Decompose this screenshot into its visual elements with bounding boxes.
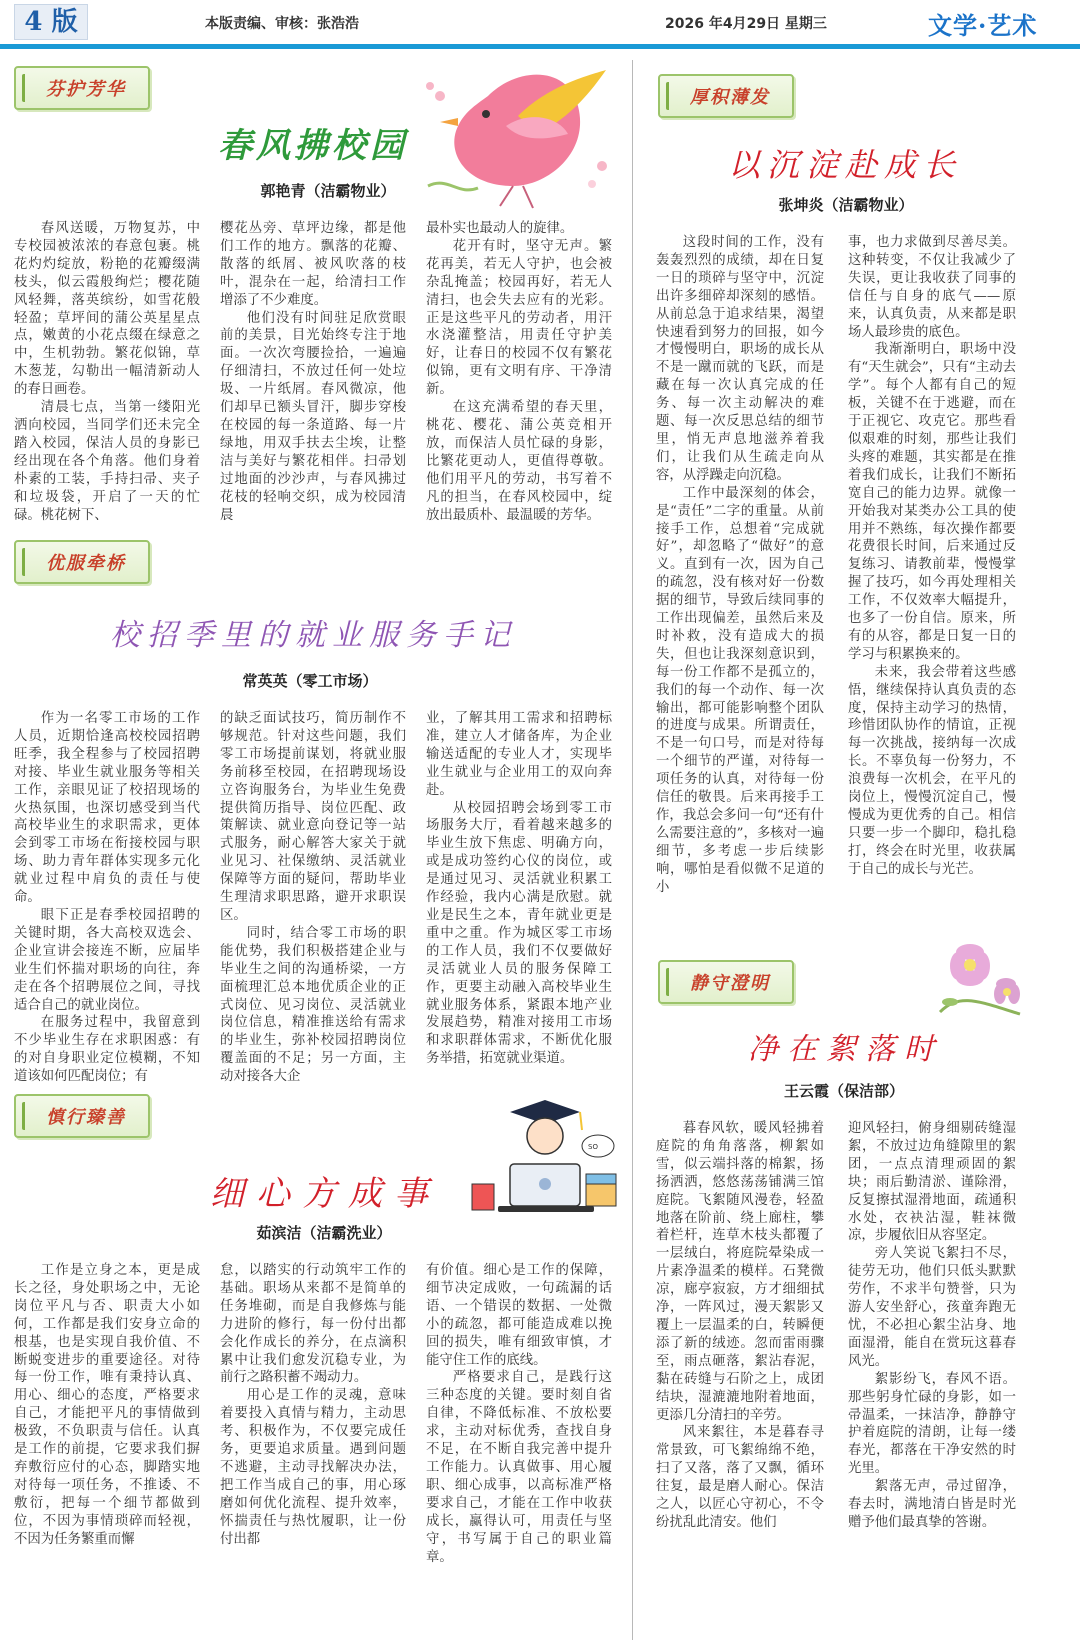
paragraph: 未来，我会带着这些感悟，继续保持认真负责的态度，保持主动学习的热情，珍惜团队协作的情谊，正视每一次挑战，接纳每一次成长。不辜负每一份努力，不浪费每一次机会，在平凡的岗位上，慢慢沉淀自己，慢慢成为更优秀的自己。相信只要一步一个脚印，稳扎稳打，终会在时光里，收获属于自己的成长与光芒。 bbox=[848, 664, 1016, 877]
article-author: 王云霞（保洁部） bbox=[783, 1082, 904, 1100]
paragraph: 有价值。细心是工作的保障，细节决定成败，一句疏漏的话语、一个错误的数据、一处微小的疏忽，都可能造成难以挽回的损失，唯有细致审慎，才能守住工作的底线。 bbox=[426, 1263, 612, 1368]
paragraph: 事，也力求做到尽善尽美。这种转变，不仅让我减少了失误，更让我收获了同事的信任与自身的底气——原来，认真负责，从来都是职场人最珍贵的底色。 bbox=[848, 235, 1016, 340]
paragraph: 严格要求自己，是践行这三种态度的关键。要时刻自省自律，不降低标准、不放松要求，主动对标优秀，查找自身不足，在不断自我完善中提升工作能力。认真做事、用心履职、细心成事，以高标准严格要求自己，才能在工作中收获成长，赢得认可，用责任与坚守，书写属于自己的职业篇章。 bbox=[426, 1370, 612, 1565]
paragraph: 暮春风软，暖风轻拂着庭院的角角落落，柳絮如雪，似云端抖落的棉絮，扬扬洒洒，悠悠荡荡铺满三馆庭院。飞絮随风漫卷，轻盈地落在阶前、绕上廊柱，攀着栏杆，连草木枝头都覆了一层绒白，将庭院晕染成一片素净温柔的模样。石凳微凉，廊亭寂寂，方才细细拭净，一阵风过，漫天絮影又覆上一层温柔的白，转瞬便添了新的绒迹。忽而雷雨骤至，雨点砸落，絮沾春泥，黏在砖缝与石阶之上，成团结块，湿漉漉地附着地面，更添几分清扫的辛劳。 bbox=[656, 1121, 824, 1423]
article-column bbox=[14, 710, 200, 1085]
article-column bbox=[220, 710, 406, 1085]
paragraph: 最朴实也最动人的旋律。 bbox=[426, 221, 574, 236]
tag-banner bbox=[14, 1094, 150, 1138]
flower-illustration-icon bbox=[920, 922, 1030, 1022]
paragraph: 他们没有时间驻足欣赏眼前的美景，目光始终专注于地面。一次次弯腰捡拾，一遍遍仔细清扫，不放过任何一处垃圾、一片纸屑。春风微凉，他们却早已额头冒汗，脚步穿梭在校园的每一条道路、每一片绿地，用双手扶去尘埃，让整洁与美好与繁花相伴。扫帚划过地面的沙沙声，与春风拂过花枝的轻响交织，成为校园清晨 bbox=[220, 310, 406, 523]
paragraph: 清晨七点，当第一缕阳光洒向校园，当同学们还未完全踏入校园，保洁人员的身影已经出现在各个角落。他们身着朴素的工装，手持扫帚、夹子和垃圾袋，开启了一天的忙碌。桃花树下、 bbox=[14, 400, 200, 523]
article-column bbox=[220, 220, 406, 523]
tag-banner bbox=[658, 960, 794, 1004]
tag-label: 厚积薄发 bbox=[690, 87, 770, 108]
svg-text:SO: SO bbox=[588, 1143, 598, 1151]
tag-banner bbox=[14, 540, 150, 584]
article-author: 郭艳青（洁霸物业） bbox=[260, 182, 396, 200]
page-header bbox=[0, 0, 1080, 50]
article-column bbox=[14, 220, 200, 523]
section-title: 文学·艺术 bbox=[928, 11, 1038, 40]
tag-label: 芬护芳华 bbox=[46, 79, 126, 100]
tag-label: 优服牵桥 bbox=[46, 553, 126, 574]
article-column bbox=[14, 1262, 200, 1644]
paragraph: 作为一名零工市场的工作人员，近期恰逢高校校园招聘旺季，我全程参与了校园招聘对接、毕业生就业服务等相关工作，亲眼见证了校招现场的火热氛围，也深切感受到当代高校毕业生的求职需求，更体会到零工市场在衔接校园与职场、助力青年群体实现多元化就业过程中肩负的责任与使命。 bbox=[14, 711, 200, 906]
paragraph: 工作中最深刻的体会，是“责任”二字的重量。从前接手工作，总想着“完成就好”，却忽略了“做好”的意义。直到有一次，因为自己的疏忽，没有核对好一份数据的细节，导致后续同事的工作出现偏差，虽然后来及时补救，没有造成大的损失，但也让我深刻意识到，每一份工作都不是孤立的，我们的每一个动作、每一次输出，都可能影响整个团队的进度与成果。所谓责任，不是一句口号，而是对待每一个细节的严谨，对待每一项任务的认真，对待每一份信任的敬畏。后来再接手工作，我总会多问一句“还有什么需要注意的”，多核对一遍细节，多考虑一步后续影响，哪怕是看似微不足道的小 bbox=[656, 485, 824, 895]
paragraph: 怠，以踏实的行动筑牢工作的基础。职场从来都不是简单的任务堆砌，而是自我修炼与能力进阶的修行，每一份付出都会化作成长的养分，在点滴积累中让我们愈发沉稳专业，为前行之路积蓄不竭动力。 bbox=[220, 1263, 406, 1386]
paragraph: 絮落无声，帚过留净，春去时，满地清白皆是时光赠予他们最真挚的答谢。 bbox=[848, 1479, 1016, 1530]
article-column bbox=[426, 1262, 612, 1644]
article-column bbox=[848, 234, 1016, 918]
paragraph: 樱花丛旁、草坪边缘，都是他们工作的地方。飘落的花瓣、散落的纸屑、被风吹落的枝叶，混杂在一起，给清扫工作增添了不少难度。 bbox=[220, 221, 406, 308]
paragraph: 花开有时，坚守无声。繁花再美，若无人守护，也会被杂乱掩盖；校园再好，若无人清扫，也会失去应有的光彩。正是这些平凡的劳动者，用汗水浇灌整洁，用责任守护美好，让春日的校园不仅有繁花似锦，更有文明有序、干净清新。 bbox=[426, 238, 612, 398]
paragraph: 业，了解其用工需求和招聘标准，建立人才储备库，为企业输送适配的专业人才，实现毕业生就业与企业用工的双向奔赴。 bbox=[426, 711, 612, 798]
article-column bbox=[656, 1120, 824, 1644]
article-title: 细心方成事 bbox=[210, 1174, 440, 1214]
paragraph: 的缺乏面试技巧，简历制作不够规范。针对这些问题，我们零工市场提前谋划，将就业服务前移至校园，在招聘现场设立咨询服务台，为毕业生免费提供简历指导、岗位匹配、政策解读、就业意向登记等一站式服务，耐心解答大家关于就业见习、社保缴纳、灵活就业保障等方面的疑问，帮助毕业生理清求职思路，避开求职误区。 bbox=[220, 711, 406, 923]
tag-banner bbox=[658, 74, 794, 118]
student-laptop-illustration-icon bbox=[470, 1094, 620, 1214]
editor-credit: 本版责编、审核：张浩浩 bbox=[205, 16, 359, 32]
paragraph: 从校园招聘会场到零工市场服务大厅，看着越来越多的毕业生放下焦虑、明确方向，或是成功签约心仪的岗位，或是通过见习、灵活就业积累工作经验，我内心满是欣慰。就业是民生之本，青年就业更是重中之重。作为城区零工市场的工作人员，我们不仅要做好灵活就业人员的服务保障工作，更要主动融入高校毕业生就业服务体系，紧跟本地产业发展趋势，精准对接用工市场和求职群体需求，不断优化服务举措，拓宽就业渠道。 bbox=[426, 800, 612, 1067]
edition-number: 4 版 bbox=[14, 4, 88, 40]
article-column bbox=[656, 234, 824, 918]
paragraph: 工作是立身之本，更是成长之径，身处职场之中，无论岗位平凡与否、职责大小如何，工作都是我们安身立命的根基，也是实现自我价值、不断蜕变进步的重要途径。对待每一份工作，唯有秉持认真、用心、细心的态度，严格要求自己，才能把平凡的事情做到极致，不负职责与信任。认真是工作的前提，它要求我们摒弃敷衍应付的心态，脚踏实地对待每一项任务，不推诿、不敷衍，把每一个细节都做到位，不因为事情琐碎而轻视，不因为任务繁重而懈 bbox=[14, 1263, 200, 1547]
article-title: 净在絮落时 bbox=[748, 1032, 943, 1067]
paragraph: 在服务过程中，我留意到不少毕业生存在求职困惑：有的对自身职业定位模糊，不知道该如何匹配岗位；有 bbox=[14, 1015, 200, 1085]
paragraph: 我渐渐明白，职场中没有“天生就会”，只有“主动去学”。每个人都有自己的短板，关键不在于逃避，而在于正视它、攻克它。那些看似艰难的时刻，那些让我们头疼的难题，其实都是在推着我们成长，让我们不断拓宽自己的能力边界。就像一开始我对某类办公工具的使用并不熟练，每次操作都要花费很长时间，后来通过反复练习、请教前辈，慢慢掌握了技巧，如今再处理相关工作，不仅效率大幅提升，也多了一份自信。原来，所有的从容，都是日复一日的学习与积累换来的。 bbox=[848, 342, 1016, 662]
article-column bbox=[426, 220, 612, 523]
paragraph: 用心是工作的灵魂，意味着要投入真情与精力，主动思考、积极作为，不仅要完成任务，更要追求质量。遇到问题不逃避，主动寻找解决办法，把工作当成自己的事，用心琢磨如何优化流程、提升效率，怀揣责任与热忱履职，让一份付出都 bbox=[220, 1388, 406, 1547]
paragraph: 春风送暖，万物复苏，中专校园被浓浓的春意包裹。桃花灼灼绽放，粉艳的花瓣缀满枝头，似云霞般绚烂；樱花随风轻舞，落英缤纷，如雪花般轻盈；草坪间的蒲公英星星点点，嫩黄的小花点缀在绿意之中，生机勃勃。繁花似锦，草木葱茏，勾勒出一幅清新动人的春日画卷。 bbox=[14, 221, 200, 398]
tag-label: 慎行臻善 bbox=[46, 1107, 126, 1128]
article-author: 常英英（零工市场） bbox=[242, 672, 378, 690]
tag-banner bbox=[14, 66, 150, 110]
article-column bbox=[848, 1120, 1016, 1644]
paragraph: 迎风轻扫，俯身细剔砖缝湿絮，不放过边角缝隙里的絮团，一点点清理顽固的絮块；雨后勤清淤、谨除滑，反复擦拭湿滑地面，疏通积水处，衣袂沾湿，鞋袜微凉，步履依旧从容坚定。 bbox=[848, 1121, 1016, 1244]
article-column bbox=[426, 710, 612, 1070]
paragraph: 眼下正是春季校园招聘的关键时期，各大高校双选会、企业宣讲会接连不断，应届毕业生们怀揣对职场的向往，奔走在各个招聘展位之间，寻找适合自己的就业岗位。 bbox=[14, 907, 200, 1013]
article-title: 以沉淀赴成长 bbox=[728, 146, 963, 184]
column-divider bbox=[632, 60, 633, 1640]
article-author: 茹滨洁（洁霸洗业） bbox=[256, 1224, 392, 1242]
paragraph: 同时，结合零工市场的职能优势，我们积极搭建企业与毕业生之间的沟通桥梁，一方面梳理汇总本地优质企业的正式岗位、见习岗位、灵活就业岗位信息，精准推送给有需求的毕业生，弥补校园招聘岗位覆盖面的不足；另一方面，主动对接各大企 bbox=[220, 925, 406, 1085]
tag-label: 静守澄明 bbox=[690, 973, 770, 994]
article-author: 张坤炎（洁霸物业） bbox=[778, 196, 914, 214]
article-column bbox=[220, 1262, 406, 1644]
paragraph: 风来絮往，本是暮春寻常景致，可飞絮绵绵不绝，扫了又落，落了又飘，循环往复，最是磨人耐心。保洁之人，以匠心守初心，不令纷扰乱此清安。他们 bbox=[656, 1425, 824, 1530]
bird-illustration-icon bbox=[418, 56, 618, 214]
paragraph: 旁人笑说飞絮扫不尽，徒劳无功，他们只低头默默劳作，不求半句赞誉，只为游人安坐舒心，孩童奔跑无忧，不必担心絮尘沾身、地面湿滑，能自在赏玩这暮春风光。 bbox=[848, 1246, 1016, 1369]
article-title: 春风拂校园 bbox=[218, 126, 408, 166]
paragraph: 絮影纷飞，春风不语。那些躬身忙碌的身影，如一帚温柔，一抹洁净，静静守护着庭院的清朗，让每一缕春光，都落在干净安然的时光里。 bbox=[848, 1371, 1016, 1477]
paragraph: 这段时间的工作，没有轰轰烈烈的成绩，却在日复一日的琐碎与坚守中，沉淀出许多细碎却深刻的感悟。从前总急于追求结果，渴望快速看到努力的回报，如今才慢慢明白，职场的成长从不是一蹴而就的飞跃，而是藏在每一次认真完成的任务、每一次主动解决的难题、每一次反思总结的细节里，悄无声息地滋养着我们，让我们从生疏走向从容，从浮躁走向沉稳。 bbox=[656, 235, 824, 483]
header-rule bbox=[0, 44, 1080, 49]
paragraph: 在这充满希望的春天里，桃花、樱花、蒲公英竞相开放，而保洁人员忙碌的身影，比繁花更动人，更值得尊敬。他们用平凡的劳动，书写着不凡的担当，在春风校园中，绽放出最质朴、最温暖的芳华。 bbox=[426, 400, 612, 523]
article-title: 校招季里的就业服务手记 bbox=[110, 618, 517, 653]
issue-date: 2026 年4月29日 星期三 bbox=[665, 16, 827, 32]
